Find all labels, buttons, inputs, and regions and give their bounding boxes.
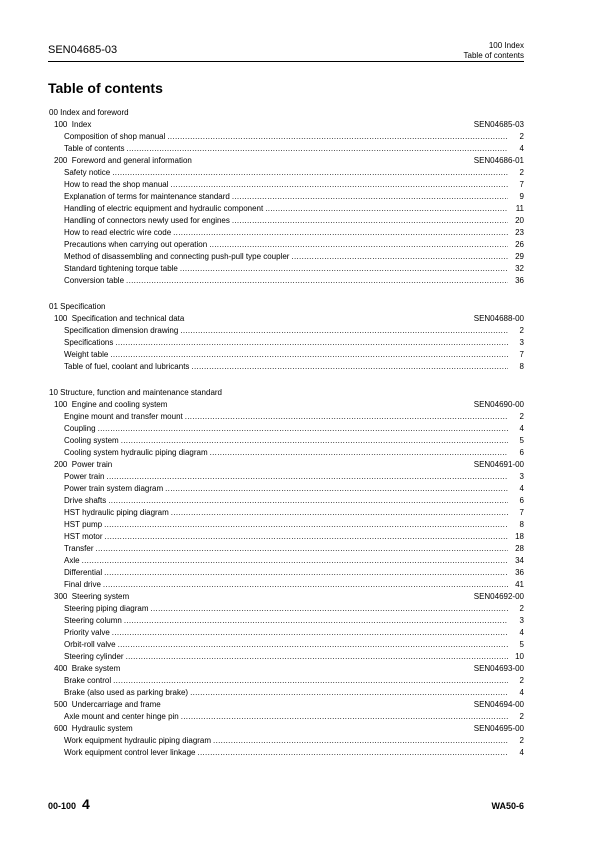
toc-entry[interactable] xyxy=(48,675,524,687)
toc-entry-page: 2 xyxy=(519,736,524,745)
toc-entry[interactable] xyxy=(48,325,524,337)
toc-dot-leader xyxy=(190,687,508,699)
toc-entry-title: Steering column xyxy=(64,616,122,625)
toc-entry-title: Power train system diagram xyxy=(64,484,164,493)
toc-group-heading: 01 Specification xyxy=(49,302,106,311)
toc-entry-title: Work equipment hydraulic piping diagram xyxy=(64,736,212,745)
toc-entry-page: 8 xyxy=(519,362,524,371)
toc-entry-page: 41 xyxy=(515,580,524,589)
toc-entry-page: 34 xyxy=(515,556,524,565)
toc-entry-title: HST hydraulic piping diagram xyxy=(64,508,169,517)
toc-entry[interactable] xyxy=(48,143,524,155)
toc-entry[interactable] xyxy=(48,215,524,227)
toc-dot-leader xyxy=(96,543,509,555)
toc-entry-title: Differential xyxy=(64,568,103,577)
toc-entry-page: 7 xyxy=(519,508,524,517)
toc-dot-leader xyxy=(115,337,508,349)
toc-dot-leader xyxy=(110,349,508,361)
toc-entry[interactable] xyxy=(48,519,524,531)
toc-entry-title: Priority valve xyxy=(64,628,110,637)
toc-section-code: SEN04690-00 xyxy=(473,400,524,409)
toc-entry-page: 10 xyxy=(515,652,524,661)
toc-entry[interactable] xyxy=(48,251,524,263)
toc-entry[interactable] xyxy=(48,615,524,627)
toc-section-name: 100 Specification and technical data xyxy=(54,314,185,323)
toc-section-name: 400 Brake system xyxy=(54,664,121,673)
toc-entry-page: 28 xyxy=(515,544,524,553)
toc-section-heading[interactable] xyxy=(48,723,524,735)
toc-dot-leader xyxy=(197,747,508,759)
toc-dot-leader xyxy=(124,615,508,627)
toc-dot-leader xyxy=(191,361,508,373)
toc-dot-leader xyxy=(104,567,508,579)
toc-section-code: SEN04691-00 xyxy=(473,460,524,469)
toc-dot-leader xyxy=(265,203,508,215)
toc-entry-page: 26 xyxy=(515,240,524,249)
toc-entry[interactable] xyxy=(48,495,524,507)
toc-dot-leader xyxy=(167,131,508,143)
toc-section-code: SEN04692-00 xyxy=(473,592,524,601)
toc-entry[interactable] xyxy=(48,423,524,435)
toc-dot-leader xyxy=(210,447,508,459)
toc-section-code: SEN04688-00 xyxy=(473,314,524,323)
page-title: Table of contents xyxy=(48,80,163,96)
toc-entry-page: 4 xyxy=(519,424,524,433)
toc-entry[interactable] xyxy=(48,447,524,459)
toc-section-code: SEN04695-00 xyxy=(473,724,524,733)
toc-section-heading[interactable] xyxy=(48,119,524,131)
header-section: 100 Index xyxy=(488,41,524,50)
toc-entry-page: 7 xyxy=(519,180,524,189)
toc-entry-page: 2 xyxy=(519,604,524,613)
toc-section-heading[interactable] xyxy=(48,663,524,675)
toc-entry-title: How to read the shop manual xyxy=(64,180,169,189)
toc-section-code: SEN04686-01 xyxy=(473,156,524,165)
toc-dot-leader xyxy=(108,495,508,507)
toc-dot-leader xyxy=(209,239,508,251)
toc-section-code: SEN04693-00 xyxy=(473,664,524,673)
toc-section-name: 200 Foreword and general information xyxy=(54,156,192,165)
toc-entry-page: 5 xyxy=(519,640,524,649)
toc-entry-title: Table of contents xyxy=(64,144,125,153)
footer-page-ref xyxy=(48,796,90,812)
toc-entry-title: Safety notice xyxy=(64,168,111,177)
group-spacer xyxy=(48,373,524,387)
toc-entry-page: 2 xyxy=(519,326,524,335)
toc-entry-page: 7 xyxy=(519,350,524,359)
toc-entry[interactable] xyxy=(48,191,524,203)
toc-entry-page: 29 xyxy=(515,252,524,261)
toc-entry-page: 23 xyxy=(515,228,524,237)
toc-entry[interactable] xyxy=(48,735,524,747)
toc-entry-title: Brake control xyxy=(64,676,112,685)
toc-dot-leader xyxy=(106,471,508,483)
toc-entry-title: Steering piping diagram xyxy=(64,604,149,613)
toc-entry-page: 2 xyxy=(519,132,524,141)
toc-dot-leader xyxy=(105,531,508,543)
footer-page-number: 4 xyxy=(82,796,90,812)
header-subsection: Table of contents xyxy=(463,51,524,60)
group-spacer xyxy=(48,287,524,301)
toc-dot-leader xyxy=(171,507,508,519)
toc-entry[interactable] xyxy=(48,687,524,699)
toc-entry-page: 4 xyxy=(519,144,524,153)
toc-dot-leader xyxy=(112,627,508,639)
toc-dot-leader xyxy=(118,639,508,651)
toc-entry[interactable] xyxy=(48,639,524,651)
toc-entry-title: Weight table xyxy=(64,350,109,359)
header-rule xyxy=(48,61,524,62)
toc-entry-title: HST pump xyxy=(64,520,103,529)
toc-entry-page: 2 xyxy=(519,676,524,685)
toc-dot-leader xyxy=(291,251,508,263)
toc-entry-title: Composition of shop manual xyxy=(64,132,166,141)
toc-section-name: 600 Hydraulic system xyxy=(54,724,133,733)
toc-dot-leader xyxy=(82,555,508,567)
toc-entry[interactable] xyxy=(48,543,524,555)
toc-entry-page: 36 xyxy=(515,568,524,577)
toc-entry-page: 32 xyxy=(515,264,524,273)
toc-dot-leader xyxy=(185,411,508,423)
toc-entry-title: Coupling xyxy=(64,424,96,433)
toc-entry[interactable] xyxy=(48,747,524,759)
toc-entry-title: Conversion table xyxy=(64,276,125,285)
toc-section-name: 100 Index xyxy=(54,120,92,129)
toc-entry-page: 8 xyxy=(519,520,524,529)
toc-entry[interactable] xyxy=(48,627,524,639)
toc-dot-leader xyxy=(98,423,508,435)
toc-dot-leader xyxy=(171,179,508,191)
toc-dot-leader xyxy=(103,579,508,591)
toc-entry[interactable] xyxy=(48,179,524,191)
header-section-info xyxy=(464,41,524,61)
toc-entry-title: Cooling system hydraulic piping diagram xyxy=(64,448,208,457)
toc-dot-leader xyxy=(121,435,508,447)
toc-section-name: 100 Engine and cooling system xyxy=(54,400,168,409)
toc-entry-title: Cooling system xyxy=(64,436,119,445)
toc-entry[interactable] xyxy=(48,531,524,543)
toc-entry[interactable] xyxy=(48,131,524,143)
toc-section-code: SEN04694-00 xyxy=(473,700,524,709)
toc-entry-title: Transfer xyxy=(64,544,94,553)
toc-entry-page: 2 xyxy=(519,168,524,177)
toc-entry[interactable] xyxy=(48,275,524,287)
toc-dot-leader xyxy=(232,215,508,227)
toc-entry[interactable] xyxy=(48,337,524,349)
toc-entry[interactable] xyxy=(48,651,524,663)
toc-entry-page: 2 xyxy=(519,712,524,721)
toc-section-heading[interactable] xyxy=(48,155,524,167)
toc-entry-title: Explanation of terms for maintenance standard xyxy=(64,192,230,201)
toc-section-heading[interactable] xyxy=(48,313,524,325)
toc-entry-page: 4 xyxy=(519,628,524,637)
toc-entry-title: Drive shafts xyxy=(64,496,107,505)
toc-entry[interactable] xyxy=(48,711,524,723)
toc-section-code: SEN04685-03 xyxy=(473,120,524,129)
toc-entry[interactable] xyxy=(48,349,524,361)
toc-section-name: 200 Power train xyxy=(54,460,113,469)
toc-dot-leader xyxy=(181,711,508,723)
toc-entry[interactable] xyxy=(48,471,524,483)
footer-model: WA50-6 xyxy=(491,801,524,811)
toc-dot-leader xyxy=(126,651,508,663)
toc-dot-leader xyxy=(165,483,508,495)
toc-dot-leader xyxy=(104,519,508,531)
toc-section-name: 300 Steering system xyxy=(54,592,130,601)
toc-dot-leader xyxy=(112,167,508,179)
toc-entry-page: 5 xyxy=(519,436,524,445)
toc-entry-page: 3 xyxy=(519,338,524,347)
toc-entry-title: Axle xyxy=(64,556,80,565)
toc-section-name: 500 Undercarriage and frame xyxy=(54,700,161,709)
toc-entry[interactable] xyxy=(48,411,524,423)
toc-entry-page: 4 xyxy=(519,748,524,757)
toc-entry-page: 2 xyxy=(519,412,524,421)
toc-entry[interactable] xyxy=(48,167,524,179)
toc-entry-page: 20 xyxy=(515,216,524,225)
toc-entry-title: How to read electric wire code xyxy=(64,228,172,237)
toc-entry[interactable] xyxy=(48,435,524,447)
toc-entry[interactable] xyxy=(48,203,524,215)
toc-dot-leader xyxy=(180,325,508,337)
toc-dot-leader xyxy=(213,735,508,747)
toc-entry-title: Orbit-roll valve xyxy=(64,640,116,649)
toc-entry-title: Axle mount and center hinge pin xyxy=(64,712,179,721)
toc-entry-title: Handling of connectors newly used for engines xyxy=(64,216,230,225)
header-doc-id: SEN04685-03 xyxy=(48,44,118,56)
toc-entry-title: Power train xyxy=(64,472,105,481)
toc-entry[interactable] xyxy=(48,555,524,567)
toc-entry-title: Method of disassembling and connecting push-pull type coupler xyxy=(64,252,290,261)
toc-entry-page: 6 xyxy=(519,448,524,457)
toc-entry-page: 3 xyxy=(519,472,524,481)
toc-entry-title: Table of fuel, coolant and lubricants xyxy=(64,362,190,371)
toc-dot-leader xyxy=(180,263,508,275)
toc-dot-leader xyxy=(151,603,509,615)
toc-entry-title: Specifications xyxy=(64,338,114,347)
toc-entry[interactable] xyxy=(48,507,524,519)
toc-entry[interactable] xyxy=(48,227,524,239)
toc-entry-page: 4 xyxy=(519,484,524,493)
toc-section-heading[interactable] xyxy=(48,699,524,711)
toc-entry-title: Specification dimension drawing xyxy=(64,326,179,335)
toc-entry-title: Handling of electric equipment and hydraulic component xyxy=(64,204,264,213)
toc-entry-page: 36 xyxy=(515,276,524,285)
toc-entry-title: Precautions when carrying out operation xyxy=(64,240,208,249)
toc-entry[interactable] xyxy=(48,567,524,579)
table-of-contents xyxy=(48,107,524,759)
toc-section-heading[interactable] xyxy=(48,459,524,471)
toc-entry-page: 11 xyxy=(515,204,524,213)
toc-section-heading[interactable] xyxy=(48,591,524,603)
toc-entry[interactable] xyxy=(48,579,524,591)
toc-entry-title: HST motor xyxy=(64,532,103,541)
toc-entry-title: Brake (also used as parking brake) xyxy=(64,688,189,697)
toc-dot-leader xyxy=(126,275,508,287)
toc-entry[interactable] xyxy=(48,603,524,615)
footer-page-code: 00-100 xyxy=(48,801,77,811)
toc-entry-page: 6 xyxy=(519,496,524,505)
toc-entry-page: 3 xyxy=(519,616,524,625)
toc-dot-leader xyxy=(113,675,508,687)
toc-dot-leader xyxy=(173,227,508,239)
toc-entry-title: Engine mount and transfer mount xyxy=(64,412,183,421)
toc-group-heading: 10 Structure, function and maintenance standard xyxy=(49,388,222,397)
toc-entry-page: 18 xyxy=(515,532,524,541)
toc-section-heading[interactable] xyxy=(48,399,524,411)
toc-entry[interactable] xyxy=(48,263,524,275)
toc-entry-page: 4 xyxy=(519,688,524,697)
toc-entry-title: Final drive xyxy=(64,580,101,589)
toc-group-heading: 00 Index and foreword xyxy=(49,108,129,117)
toc-dot-leader xyxy=(126,143,508,155)
toc-entry[interactable] xyxy=(48,239,524,251)
toc-entry-page: 9 xyxy=(519,192,524,201)
toc-entry[interactable] xyxy=(48,361,524,373)
toc-entry-title: Work equipment control lever linkage xyxy=(64,748,196,757)
toc-entry-title: Standard tightening torque table xyxy=(64,264,178,273)
toc-entry-title: Steering cylinder xyxy=(64,652,124,661)
toc-dot-leader xyxy=(232,191,508,203)
toc-entry[interactable] xyxy=(48,483,524,495)
